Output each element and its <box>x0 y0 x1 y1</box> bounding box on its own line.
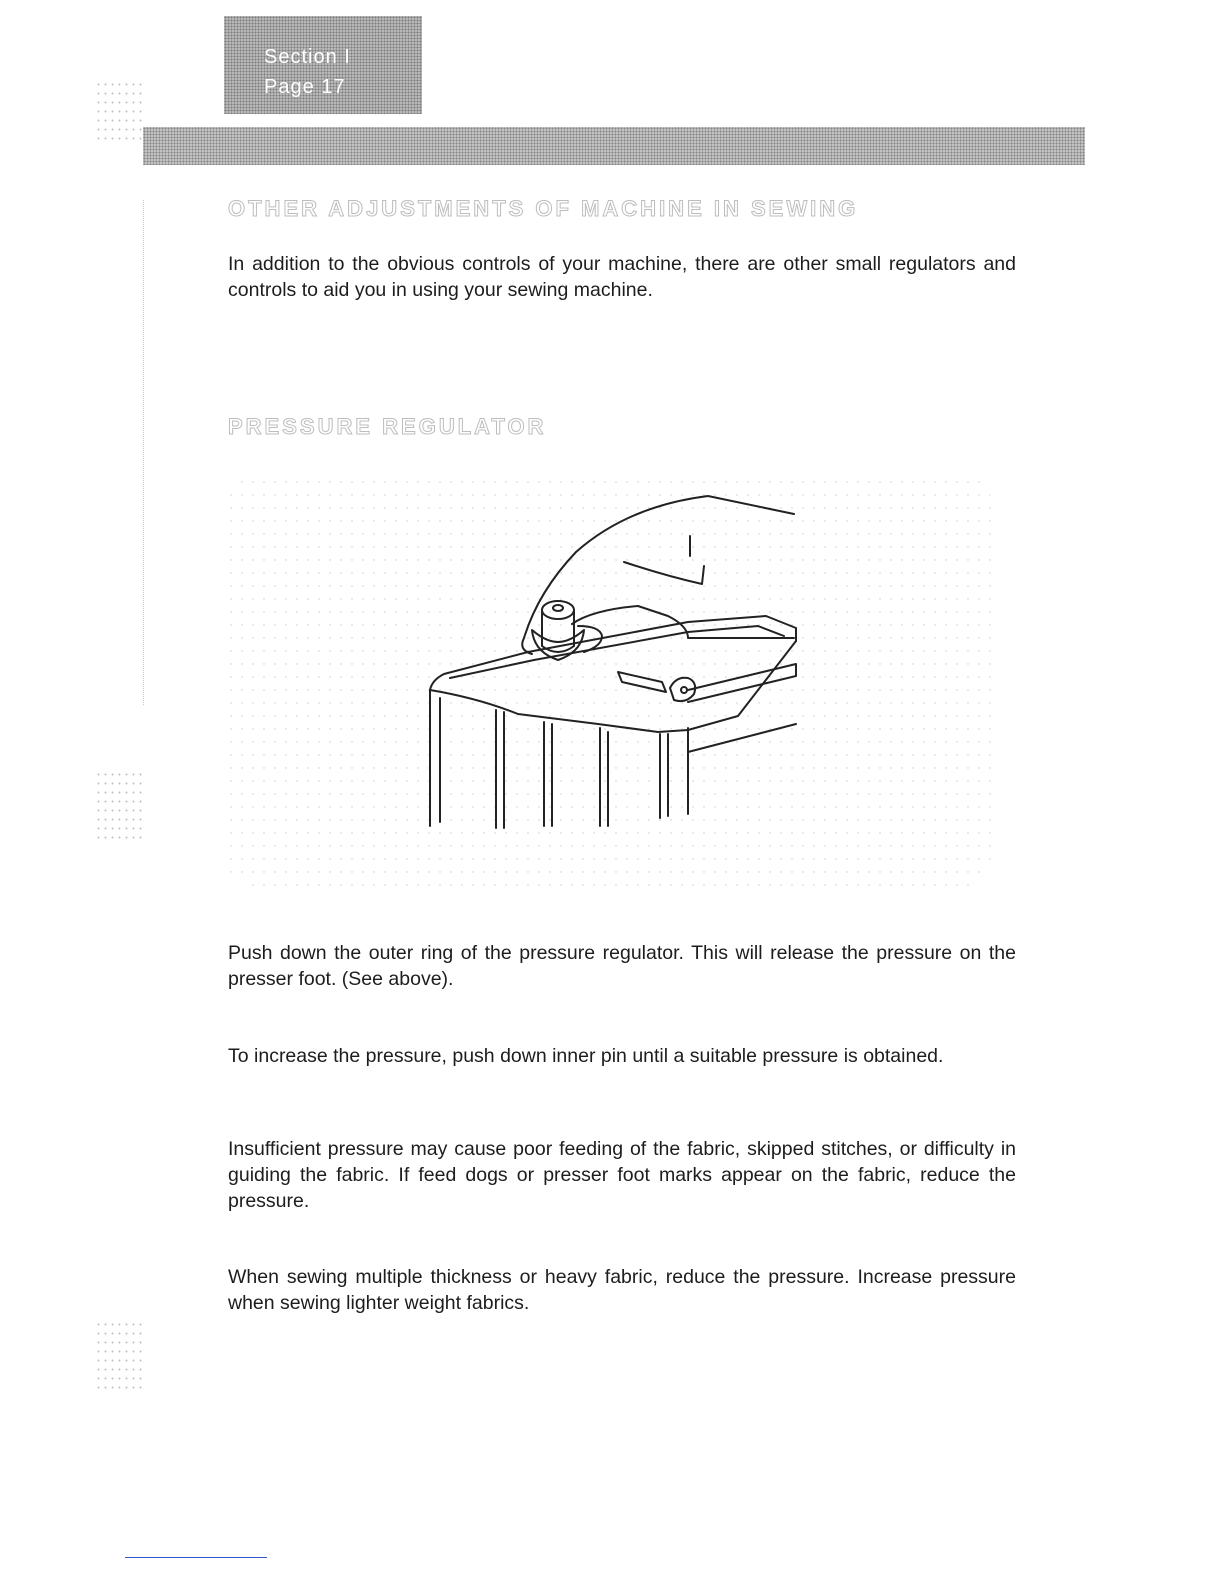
margin-rule <box>143 200 145 705</box>
scan-speckle-low <box>95 1320 145 1390</box>
page-label: Page 17 <box>264 76 346 98</box>
paragraph-increase-pressure: To increase the pressure, push down inner pin until a suitable pressure is obtained. <box>228 1045 944 1067</box>
main-heading: OTHER ADJUSTMENTS OF MACHINE IN SEWING <box>228 196 859 221</box>
header-band <box>143 127 1085 165</box>
footer-rule <box>125 1557 267 1558</box>
hand-pressing-pressure-regulator-illustration <box>218 466 998 896</box>
scan-speckle-mid <box>95 770 145 840</box>
section-label: Section I <box>264 46 351 68</box>
illustration-background <box>224 472 994 890</box>
paragraph-insufficient-pressure: Insufficient pressure may cause poor feeding of the fabric, skipped stitches, or difficulty in guiding the fabric. If feed dogs or presser foot marks appear on the fabric, reduce the pressure. <box>228 1138 1016 1212</box>
intro-paragraph: In addition to the obvious controls of your machine, there are other small regulators and controls to aid you in using your sewing machine. <box>228 253 1016 301</box>
section-tab <box>224 16 422 114</box>
scan-speckle-top <box>95 80 145 140</box>
paragraph-release-pressure: Push down the outer ring of the pressure regulator. This will release the pressure on the presser foot. (See above). <box>228 942 1016 990</box>
sub-heading-pressure-regulator: PRESSURE REGULATOR <box>228 414 547 439</box>
paragraph-heavy-fabric: When sewing multiple thickness or heavy fabric, reduce the pressure. Increase pressure when sewing lighter weight fabrics. <box>228 1266 1016 1314</box>
